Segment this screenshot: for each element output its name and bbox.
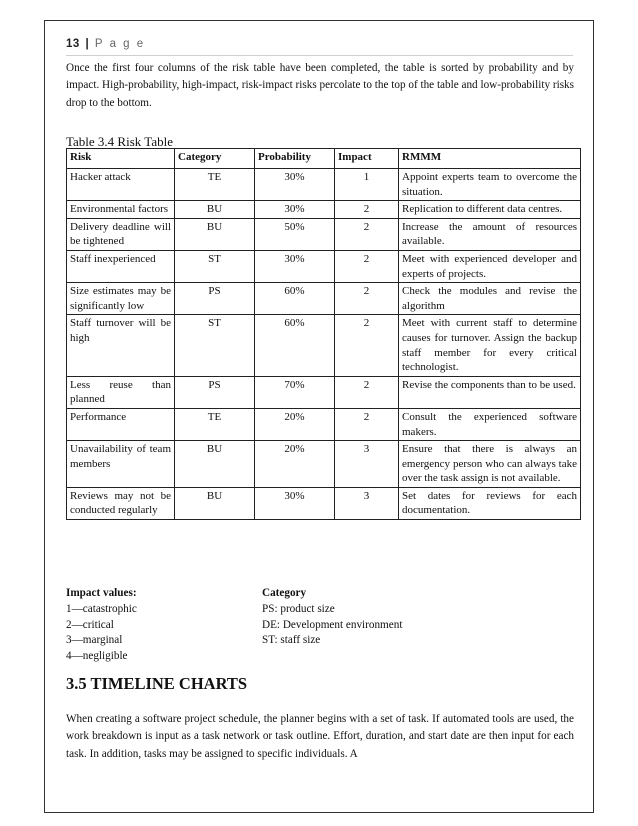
- cell-rmmm: Meet with experienced developer and experts of projects.: [399, 250, 581, 282]
- cell-category: PS: [175, 283, 255, 315]
- table-row: [67, 250, 581, 282]
- cell-probability: 30%: [255, 250, 335, 282]
- impact-value-item: 2—critical: [66, 618, 114, 631]
- cell-rmmm: Revise the components than to be used.: [399, 376, 581, 408]
- header-separator: |: [85, 38, 90, 50]
- table-row: [67, 408, 581, 440]
- category-legend-item: ST: staff size: [262, 634, 321, 647]
- impact-value-item: 1—catastrophic: [66, 602, 137, 615]
- cell-rmmm: Appoint experts team to overcome the situation.: [399, 169, 581, 201]
- cell-probability: 60%: [255, 283, 335, 315]
- cell-rmmm: Check the modules and revise the algorithm: [399, 283, 581, 315]
- table-header-row: [67, 149, 581, 169]
- category-legend-title: Category: [262, 587, 307, 599]
- cell-probability: 20%: [255, 441, 335, 488]
- cell-category: ST: [175, 315, 255, 376]
- cell-impact: 1: [335, 169, 399, 201]
- cell-risk: Size estimates may be significantly low: [67, 283, 175, 315]
- category-legend-item: DE: Development environment: [262, 618, 403, 631]
- cell-category: PS: [175, 376, 255, 408]
- header-category: Category: [175, 149, 255, 169]
- cell-category: TE: [175, 408, 255, 440]
- header-impact: Impact: [335, 149, 399, 169]
- cell-impact: 2: [335, 408, 399, 440]
- cell-rmmm: Ensure that there is always an emergency person who can always take over the task assign is not available.: [399, 441, 581, 488]
- cell-rmmm: Set dates for reviews for each documentation.: [399, 487, 581, 519]
- cell-impact: 3: [335, 487, 399, 519]
- page-number: 13: [66, 38, 80, 50]
- cell-probability: 70%: [255, 376, 335, 408]
- cell-probability: 30%: [255, 169, 335, 201]
- cell-category: BU: [175, 218, 255, 250]
- table-row: [67, 201, 581, 219]
- cell-risk: Staff turnover will be high: [67, 315, 175, 376]
- cell-impact: 2: [335, 376, 399, 408]
- impact-value-item: 4—negligible: [66, 650, 128, 663]
- cell-impact: 3: [335, 441, 399, 488]
- cell-impact: 2: [335, 218, 399, 250]
- cell-probability: 50%: [255, 218, 335, 250]
- cell-risk: Reviews may not be conducted regularly: [67, 487, 175, 519]
- cell-risk: Environmental factors: [67, 201, 175, 219]
- cell-impact: 2: [335, 315, 399, 376]
- cell-impact: 2: [335, 201, 399, 219]
- cell-risk: Unavailability of team members: [67, 441, 175, 488]
- intro-paragraph: Once the first four columns of the risk table have been completed, the table is sorted by probability and by impact. High-probability, high-impact, risk-impact risks percolate to the top of the table and low-probability risks drop to the bottom.: [66, 62, 574, 109]
- cell-risk: Hacker attack: [67, 169, 175, 201]
- cell-rmmm: Increase the amount of resources available.: [399, 218, 581, 250]
- cell-probability: 30%: [255, 201, 335, 219]
- table-row: [67, 283, 581, 315]
- cell-probability: 30%: [255, 487, 335, 519]
- cell-rmmm: Replication to different data centres.: [399, 201, 581, 219]
- header-divider: [66, 55, 573, 56]
- cell-category: BU: [175, 201, 255, 219]
- category-legend-item: PS: product size: [262, 602, 335, 615]
- cell-category: BU: [175, 441, 255, 488]
- page-header: [66, 38, 145, 50]
- risk-table: [66, 148, 581, 520]
- page-label: P a g e: [94, 38, 146, 50]
- cell-category: TE: [175, 169, 255, 201]
- cell-rmmm: Meet with current staff to determine causes for turnover. Assign the backup staff member for every critical technologist.: [399, 315, 581, 376]
- impact-values-legend: [66, 586, 137, 665]
- header-probability: Probability: [255, 149, 335, 169]
- impact-value-item: 3—marginal: [66, 634, 123, 647]
- cell-rmmm: Consult the experienced software makers.: [399, 408, 581, 440]
- header-rmmm: RMMM: [399, 149, 581, 169]
- cell-risk: Less reuse than planned: [67, 376, 175, 408]
- table-caption: Table 3.4 Risk Table: [66, 134, 173, 149]
- table-row: [67, 487, 581, 519]
- section-title: 3.5 TIMELINE CHARTS: [66, 674, 248, 693]
- impact-values-title: Impact values:: [66, 587, 137, 599]
- cell-probability: 60%: [255, 315, 335, 376]
- table-row: [67, 169, 581, 201]
- table-row: [67, 218, 581, 250]
- table-row: [67, 441, 581, 488]
- cell-impact: 2: [335, 250, 399, 282]
- header-risk: Risk: [67, 149, 175, 169]
- cell-probability: 20%: [255, 408, 335, 440]
- table-row: [67, 376, 581, 408]
- cell-risk: Performance: [67, 408, 175, 440]
- cell-risk: Staff inexperienced: [67, 250, 175, 282]
- closing-paragraph: When creating a software project schedule, the planner begins with a set of task. If automated tools are used, the work breakdown is input as a task network or task outline. Effort, duration, and start date are then input for each task. In addition, tasks may be assigned to specific individuals. A: [66, 713, 574, 760]
- cell-category: ST: [175, 250, 255, 282]
- category-legend: [262, 586, 402, 649]
- cell-impact: 2: [335, 283, 399, 315]
- table-row: [67, 315, 581, 376]
- cell-risk: Delivery deadline will be tightened: [67, 218, 175, 250]
- cell-category: BU: [175, 487, 255, 519]
